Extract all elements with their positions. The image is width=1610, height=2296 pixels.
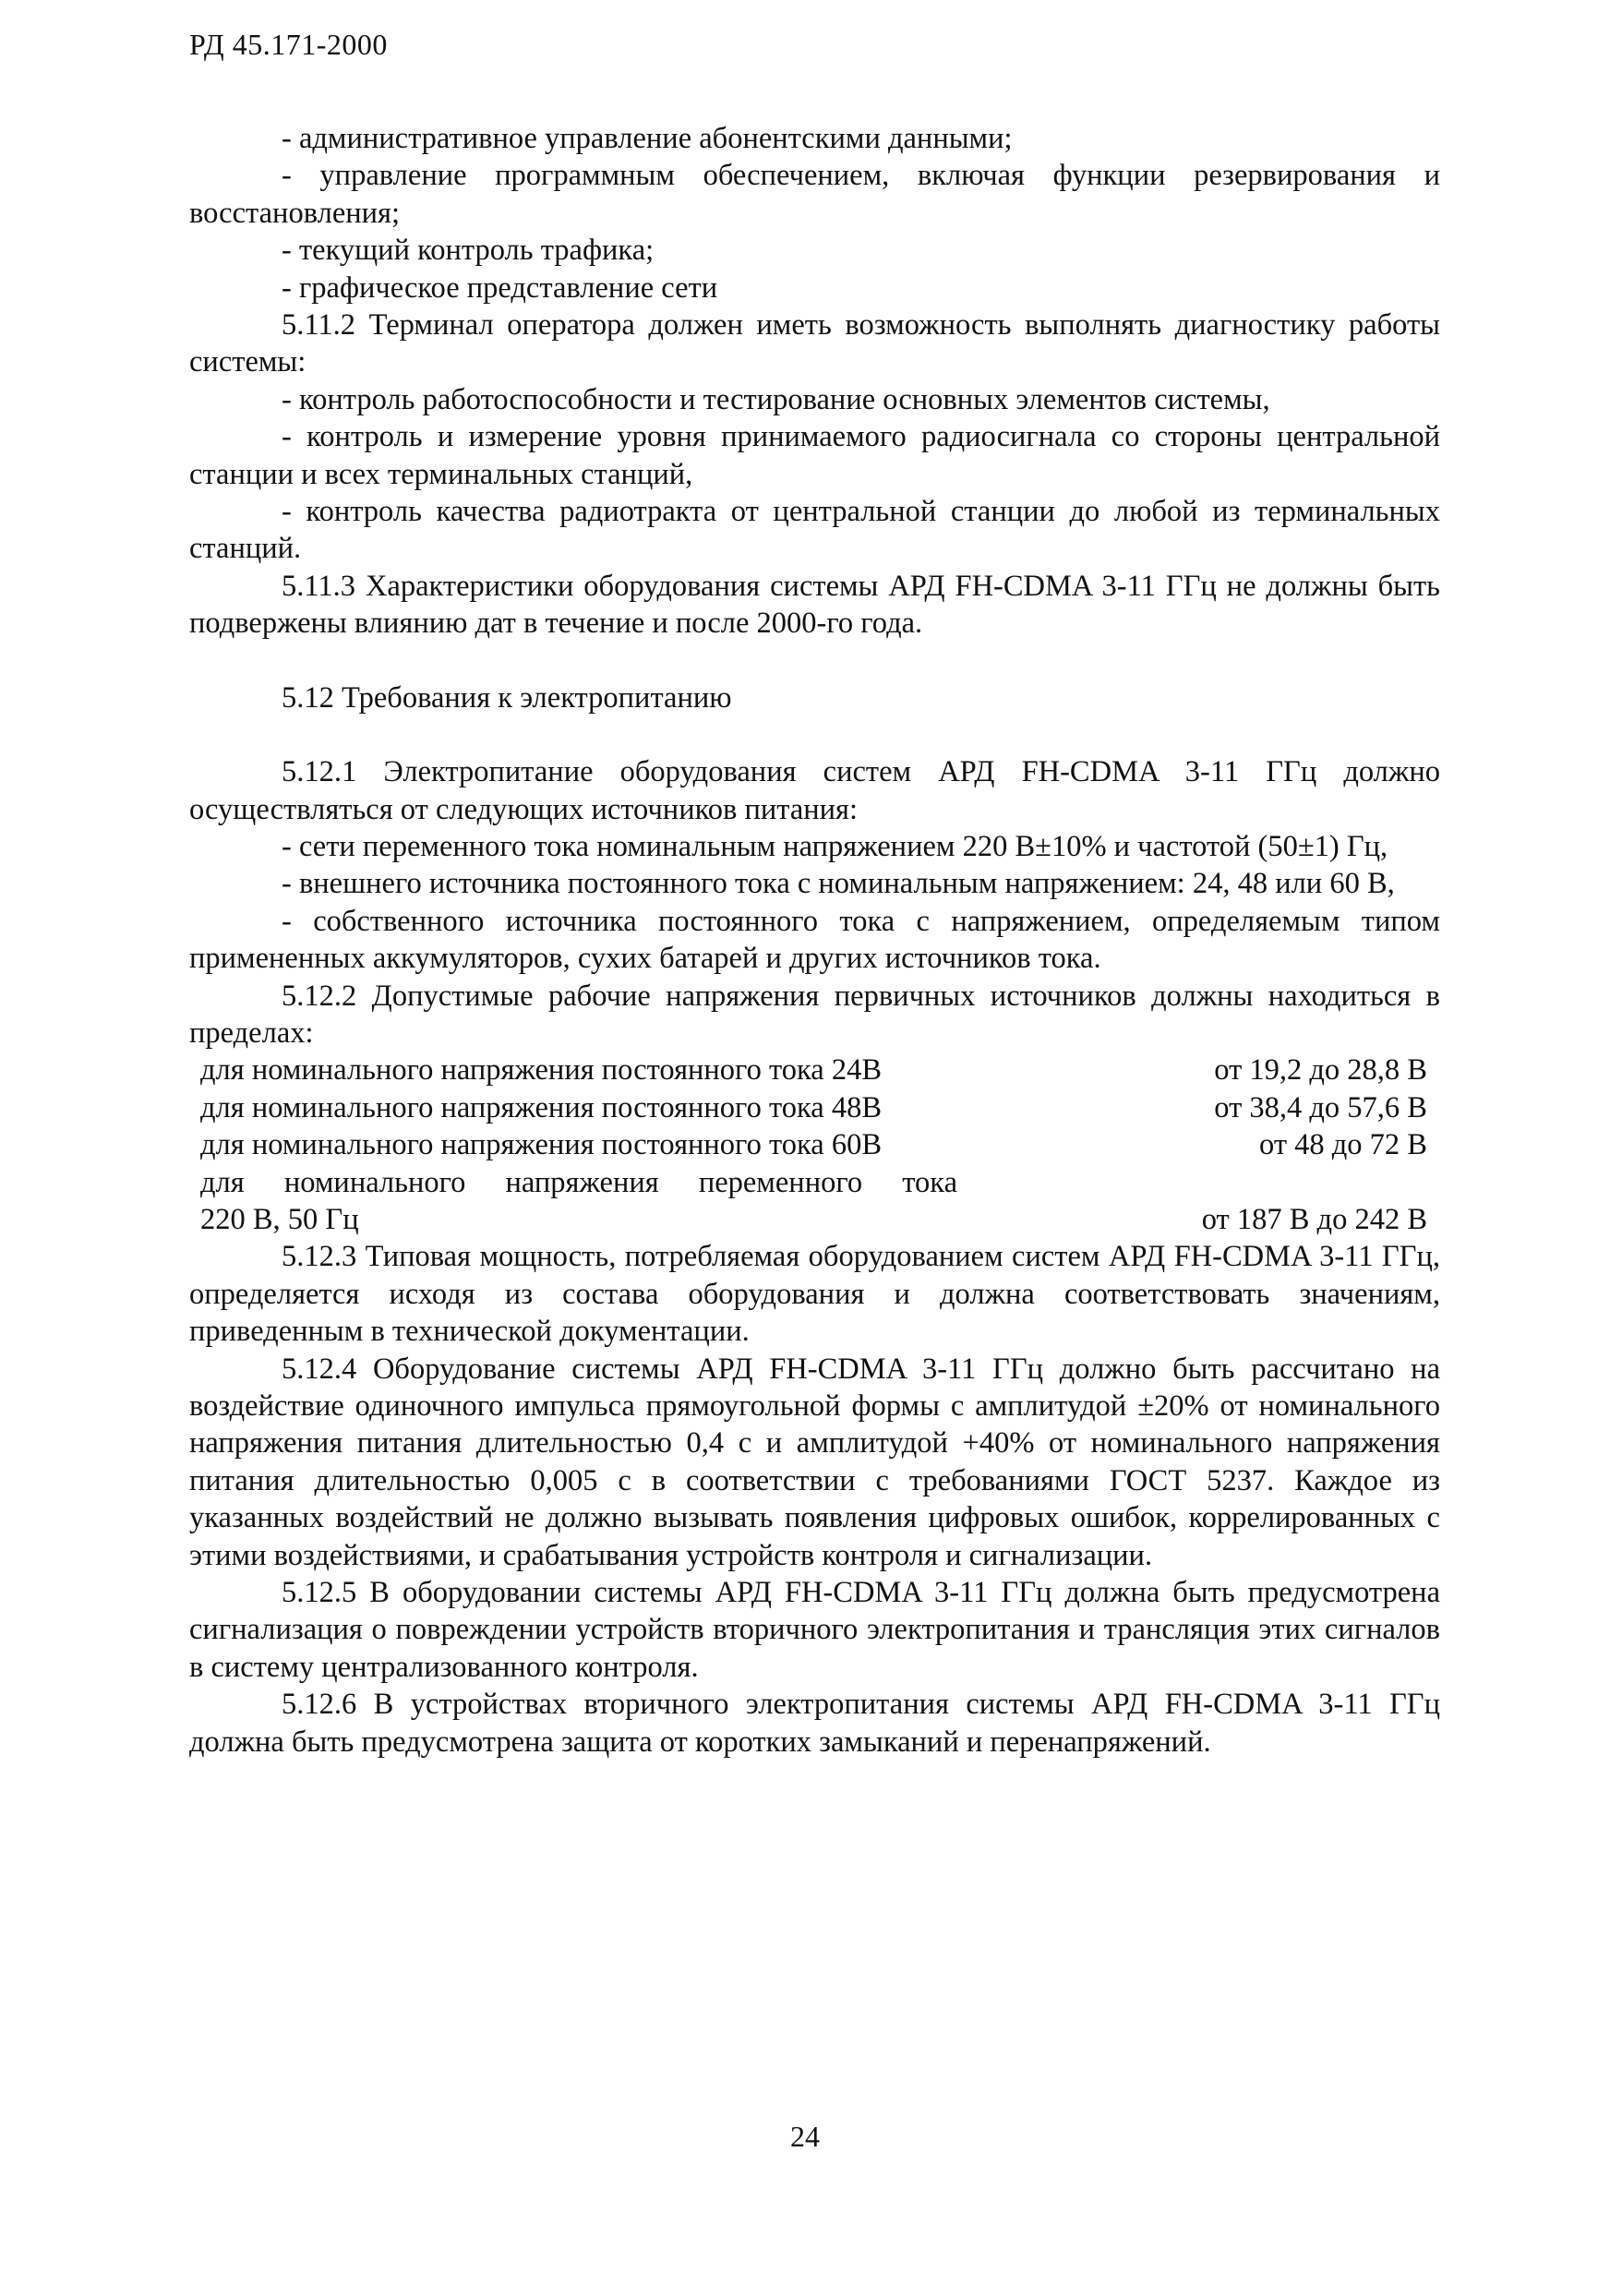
document-header: РД 45.171-2000	[189, 28, 388, 61]
bullet-software-management: - управление программным обеспечением, включая функции резервирования и восстановления;	[189, 159, 1440, 230]
bullet-ac-mains: - сети переменного тока номинальным напряжением 220 В±10% и частотой (50±1) Гц,	[282, 829, 1388, 863]
voltage-row-range: от 19,2 до 28,8 В	[1214, 1053, 1427, 1088]
voltage-table	[189, 1052, 1440, 1238]
paragraph-5-11-3: 5.11.3 Характеристики оборудования системы АРД FH-CDMA 3-11 ГГц не должны быть подвержены влиянию дат в течение и после 2000-го года.	[189, 569, 1440, 641]
document-body	[189, 120, 1440, 1761]
voltage-row-label: для номинального напряжения постоянного тока 48В	[200, 1090, 882, 1124]
voltage-row-ac-label	[200, 1164, 957, 1201]
voltage-row	[189, 1052, 1440, 1088]
bullet-health-check: - контроль работоспособности и тестирование основных элементов системы,	[282, 382, 1270, 416]
paragraph-5-12-6: 5.12.6 В устройствах вторичного электропитания системы АРД FH-CDMA 3-11 ГГц должна быть предусмотрена защита от коротких замыканий и перенапряжений.	[189, 1688, 1440, 1759]
paragraph-5-12-4: 5.12.4 Оборудование системы АРД FH-CDMA 3-11 ГГц должно быть рассчитано на воздействие одиночного импульса прямоугольной формы с амплитудой ±20% от номинального напряжения питания длительностью 0,4 с и амплитудой +40% от номинального напряжения питания длительностью 0,005 с в соответствии с требованиями ГОСТ 5237. Каждое из указанных воздействий не должно вызывать появления цифровых ошибок, коррелированных с этими воздействиями, и срабатывания устройств контроля и сигнализации.	[189, 1352, 1440, 1572]
paragraph-5-11-2: 5.11.2 Терминал оператора должен иметь возможность выполнять диагностику работы системы:	[189, 308, 1440, 379]
paragraph-5-12-5: 5.12.5 В оборудовании системы АРД FH-CDMA 3-11 ГГц должна быть предусмотрена сигнализация о повреждении устройств вторичного электропитания и трансляция этих сигналов в систему централизованного контроля.	[189, 1576, 1440, 1684]
section-title-5-12: 5.12 Требования к электропитанию	[282, 680, 732, 715]
paragraph-5-12-2: 5.12.2 Допустимые рабочие напряжения первичных источников должны находиться в пределах:	[189, 979, 1440, 1050]
bullet-subscriber-admin: - административное управление абонентскими данными;	[282, 122, 1013, 155]
paragraph-5-12-1: 5.12.1 Электропитание оборудования систем АРД FH-CDMA 3-11 ГГц должно осуществляться от следующих источников питания:	[189, 755, 1440, 826]
voltage-row-range: от 48 до 72 В	[1259, 1128, 1427, 1162]
voltage-ac-range: от 187 В до 242 В	[1201, 1202, 1427, 1236]
bullet-network-graphics: - графическое представление сети	[282, 270, 718, 305]
bullet-own-dc: - собственного источника постоянного тока с напряжением, определяемым типом примененных аккумуляторов, сухих батарей и других источников тока.	[189, 904, 1440, 976]
voltage-row-label: для номинального напряжения постоянного тока 24В	[200, 1053, 882, 1088]
bullet-signal-measurement: - контроль и измерение уровня принимаемого радиосигнала со стороны центральной станции и всех терминальных станций,	[189, 420, 1440, 491]
voltage-ac-label-line2: 220 В, 50 Гц	[200, 1202, 359, 1236]
voltage-row-label: для номинального напряжения постоянного тока 60В	[200, 1128, 882, 1162]
voltage-row-ac-second-line	[189, 1201, 1440, 1238]
voltage-row	[189, 1126, 1440, 1163]
voltage-row	[189, 1089, 1440, 1126]
page-number: 24	[790, 2120, 820, 2153]
voltage-ac-label-line1: для номинального напряжения переменного тока	[200, 1165, 957, 1199]
paragraph-5-12-3: 5.12.3 Типовая мощность, потребляемая оборудованием систем АРД FH-CDMA 3-11 ГГц, определяется исходя из состава оборудования и должна соответствовать значениям, приведенным в технической документации.	[189, 1240, 1440, 1349]
bullet-traffic-monitoring: - текущий контроль трафика;	[282, 234, 655, 268]
bullet-radio-quality: - контроль качества радиотракта от центральной станции до любой из терминальных станций.	[189, 495, 1440, 566]
voltage-row-ac	[189, 1164, 1440, 1201]
voltage-row-range: от 38,4 до 57,6 В	[1214, 1090, 1427, 1124]
bullet-external-dc: - внешнего источника постоянного тока с номинальным напряжением: 24, 48 или 60 В,	[282, 867, 1395, 901]
